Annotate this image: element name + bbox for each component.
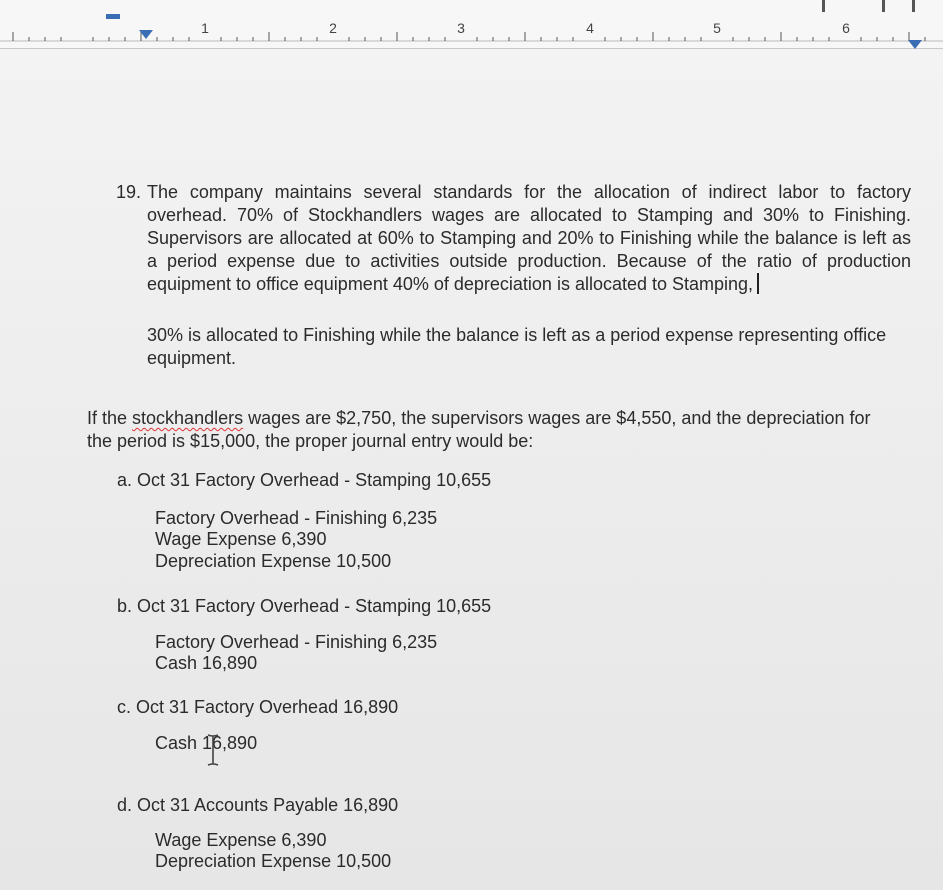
option-b-head: b. Oct 31 Factory Overhead - Stamping 10,655: [117, 596, 492, 616]
option-a-line: Factory Overhead - Finishing 6,235: [155, 508, 438, 528]
text-cursor: [757, 273, 759, 294]
option-d-line: Wage Expense 6,390: [155, 830, 327, 850]
ruler-number-4: 4: [586, 20, 594, 36]
ruler-number-1: 1: [201, 20, 209, 36]
option-d-head: d. Oct 31 Accounts Payable 16,890: [117, 795, 399, 815]
question-stem: If the stockhandlers wages are $2,750, the supervisors wages are $4,550, and the depreciation for the period is $15,000, the proper journal entry would be:: [87, 408, 871, 451]
ruler-number-2: 2: [329, 20, 337, 36]
option-c-head: c. Oct 31 Factory Overhead 16,890: [117, 697, 399, 717]
option-a-line: Wage Expense 6,390: [155, 529, 327, 549]
misspelled-word[interactable]: stockhandlers: [132, 408, 244, 428]
option-d-line: Depreciation Expense 10,500: [155, 851, 392, 871]
question-number: 19.: [116, 182, 142, 202]
option-a-line: Depreciation Expense 10,500: [155, 551, 392, 571]
ruler-number-3: 3: [457, 20, 465, 36]
question-text-2: 30% is allocated to Finishing while the balance is left as a period expense representing office equipment.: [147, 325, 887, 368]
option-b-line: Cash 16,890: [155, 653, 258, 673]
question-text-1: The company maintains several standards for the allocation of indirect labor to factory overhead. 70% of Stockhandlers wages are allocated to Stamping and 30% to Finishing. Supervisors are allocated at 60% to Stamping and 20% to Finishing while the balance is left as a period expense due to activities outside production. Because of the ratio of production equipment to office equipment 40% of depreciation is allocated to Stamping,: [147, 182, 911, 294]
option-a-head: a. Oct 31 Factory Overhead - Stamping 10,655: [117, 470, 492, 490]
option-b-line: Factory Overhead - Finishing 6,235: [155, 632, 438, 652]
question-paragraph[interactable]: [116, 181, 911, 296]
ruler-number-5: 5: [713, 20, 721, 36]
ruler-number-6: 6: [842, 20, 850, 36]
option-c-line: Cash 16,890: [155, 733, 258, 753]
ibeam-cursor-icon: [205, 733, 221, 767]
